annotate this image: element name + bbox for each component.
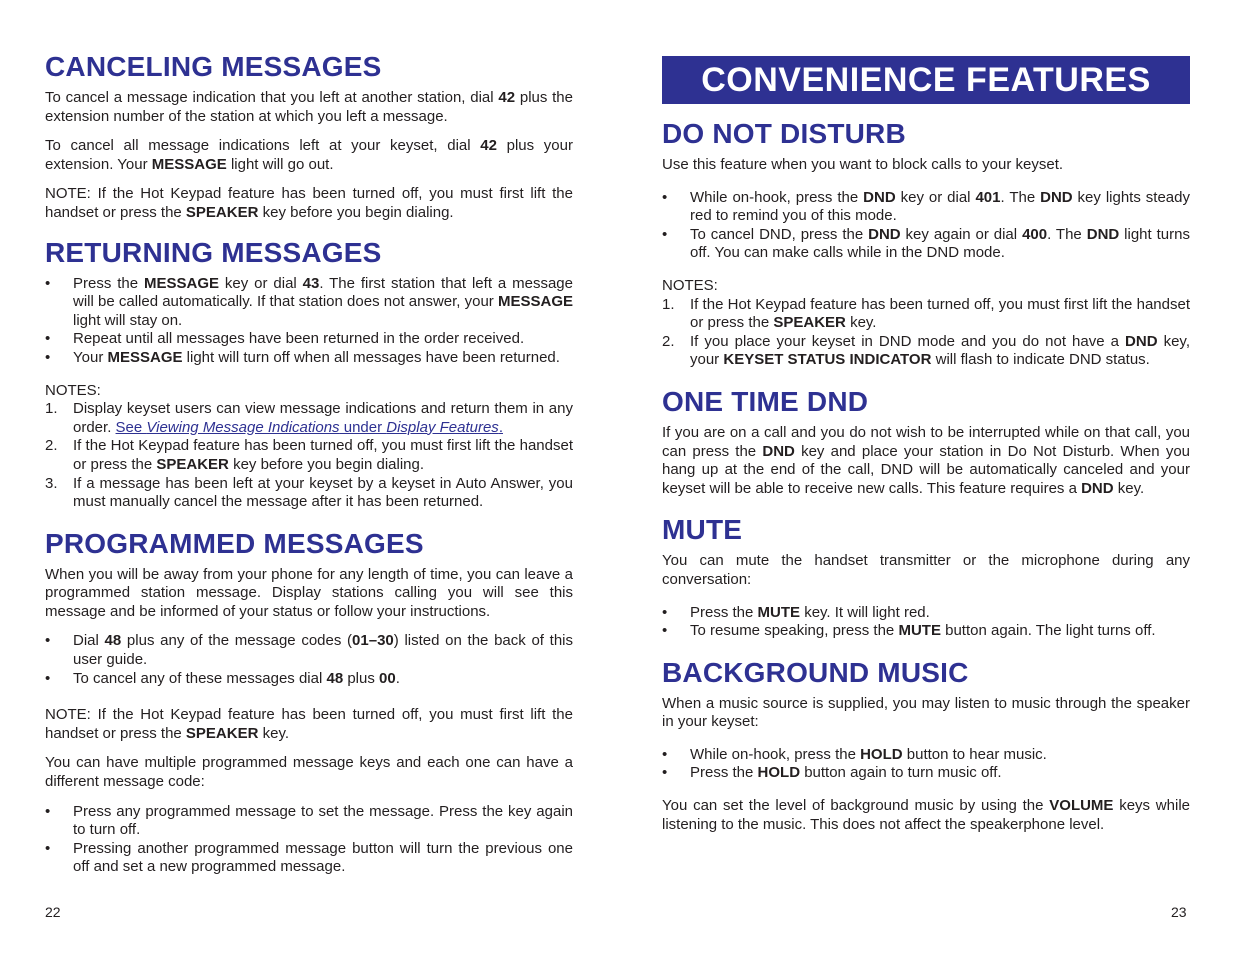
list-item: • Press the MESSAGE key or dial 43. The first station that left a message will be called automatically. If that station does not answer, your MESSAGE light will stay on. [45,274,573,329]
canceling-paragraph-1: To cancel a message indication that you left at another station, dial 42 plus the extension number of the station at which you left a message. [45,89,573,125]
list-item: 1. Display keyset users can view message indications and return them in any order. See Viewing Message Indications under Display Features. [45,400,573,436]
list-item: 3. If a message has been left at your keyset by a keyset in Auto Answer, you must manually cancel the message after it has been returned. [45,474,573,511]
music-intro: When a music source is supplied, you may listen to music through the speaker in your keyset: [662,694,1190,731]
section-title-programmed: PROGRAMMED MESSAGES [45,527,424,559]
dnd-bullet-list [662,189,1190,263]
programmed-multi: You can have multiple programmed message keys and each one can have a different message code: [45,754,573,791]
section-title-background-music: BACKGROUND MUSIC [662,656,969,688]
section-title-mute: MUTE [662,514,743,546]
dnd-intro: Use this feature when you want to block calls to your keyset. [662,156,1064,173]
mute-intro: You can mute the handset transmitter or the microphone during any conversation: [662,552,1190,588]
section-title-canceling: CANCELING MESSAGES [45,51,382,82]
page-number-left: 22 [45,904,61,920]
programmed-bullet-list-2 [45,803,573,877]
section-title-one-time-dnd: ONE TIME DND [662,385,869,417]
canceling-paragraph-2: To cancel all message indications left at your keyset, dial 42 plus your extension. Your MESSAGE light will go out. [45,137,573,173]
list-item: • To cancel any of these messages dial 48 plus 00. [45,669,400,687]
list-item: 2. If you place your keyset in DND mode and you do not have a DND key, your KEYSET STATUS INDICATOR will flash to indicate DND status. [662,332,1190,369]
see-viewing-message-indications-link[interactable]: See Viewing Message Indications under Display Features. [115,418,503,436]
notes-label: NOTES: [45,381,101,399]
section-title-dnd: DO NOT DISTURB [662,118,906,149]
returning-bullet-list [45,275,573,368]
list-item: • Press any programmed message to set the message. Press the key again to turn off. [45,802,573,839]
music-body: You can set the level of background music by using the VOLUME keys while listening to the music. This does not affect the speakerphone level. [662,797,1190,833]
list-item: • To cancel DND, press the DND key again or dial 400. The DND light turns off. You can make calls while in the DND mode. [662,225,1190,262]
programmed-note: NOTE: If the Hot Keypad feature has been turned off, you must first lift the handset or press the SPEAKER key. [45,706,573,742]
list-item: • Your MESSAGE light will turn off when all messages have been returned. [45,348,560,366]
music-bullet-list [662,746,1190,783]
list-item: • While on-hook, press the HOLD button to hear music. [662,745,1047,763]
list-item: • Pressing another programmed message button will turn the previous one off and set a new programmed message. [45,839,573,876]
returning-notes-list [45,400,573,512]
dnd-notes-label: NOTES: [662,276,718,294]
convenience-features-banner: CONVENIENCE FEATURES [662,56,1190,104]
programmed-bullet-list [45,632,573,688]
right-page [662,0,1190,954]
one-time-dnd-body: If you are on a call and you do not wish to be interrupted while on that call, you can press the DND key and place your station in Do Not Disturb. When you hang up at the end of the call, DND will be automatically canceled and your keyset will be able to receive new calls. This feature requires a DND key. [662,423,1191,497]
list-item: • Press the MUTE key. It will light red. [662,603,930,621]
list-item: • Repeat until all messages have been returned in the order received. [45,330,525,348]
programmed-intro: When you will be away from your phone for any length of time, you can leave a programmed station message. Display stations calling you will see this message and be informed of your status or follow your instructions. [45,565,573,620]
mute-bullet-list [662,604,1190,641]
left-page [45,0,573,954]
list-item: • To resume speaking, press the MUTE button again. The light turns off. [662,622,1156,640]
list-item: • Dial 48 plus any of the message codes (01–30) listed on the back of this user guide. [45,632,574,669]
dnd-notes-list [662,296,1190,370]
canceling-note: NOTE: If the Hot Keypad feature has been turned off, you must first lift the handset or press the SPEAKER key before you begin dialing. [45,185,573,221]
section-title-returning: RETURNING MESSAGES [45,236,382,268]
list-item: 2. If the Hot Keypad feature has been turned off, you must first lift the handset or press the SPEAKER key before you begin dialing. [45,437,573,473]
list-item: • While on-hook, press the DND key or dial 401. The DND key lights steady red to remind you of this mode. [662,188,1190,225]
page-number-right: 23 [1171,904,1187,920]
list-item: 1. If the Hot Keypad feature has been turned off, you must first lift the handset or press the SPEAKER key. [662,295,1190,332]
list-item: • Press the HOLD button again to turn music off. [662,764,1002,782]
